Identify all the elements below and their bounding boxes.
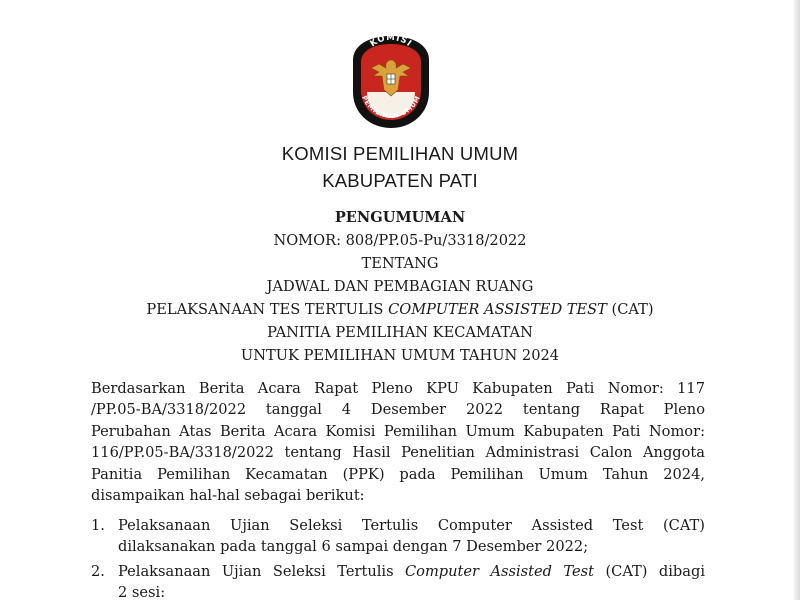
subject-line-3: PANITIA PEMILIHAN KECAMATAN	[267, 324, 533, 341]
intro-paragraph	[91, 378, 705, 506]
subject-line-4: UNTUK PEMILIHAN UMUM TAHUN 2024	[240, 347, 560, 364]
institution-name: KOMISI PEMILIHAN UMUM	[281, 143, 519, 164]
subject-line-1: JADWAL DAN PEMBAGIAN RUANG	[266, 278, 534, 295]
subject-line-2-pre: PELAKSANAAN TES TERTULIS	[146, 301, 389, 318]
kpu-logo	[349, 34, 433, 130]
announcement-number: NOMOR: 808/PP.05-Pu/3318/2022	[273, 232, 527, 249]
list-item-line-pre: Pelaksanaan Ujian Seleksi Tertulis	[118, 563, 405, 580]
paragraph-line: Berdasarkan Berita Acara Rapat Pleno KPU Kabupaten Pati Nomor: 117	[91, 380, 705, 397]
list-item-line-italic: Computer Assisted Test	[405, 563, 595, 580]
paragraph-line: disampaikan hal-hal sebagai berikut:	[91, 487, 365, 505]
list-item-line	[118, 561, 705, 582]
paragraph-line: Perubahan Atas Berita Acara Komisi Pemilihan Umum Kabupaten Pati Nomor:	[91, 422, 705, 440]
institution-region: KABUPATEN PATI	[322, 170, 478, 191]
kpu-seal-icon	[349, 34, 433, 130]
announcement-title: PENGUMUMAN	[334, 209, 466, 226]
announcement-about: TENTANG	[361, 255, 439, 272]
logo-arc-bottom-text: PEMILIHAN UMUM	[360, 94, 422, 121]
scan-edge-shadow	[794, 0, 800, 600]
logo-arc-top-text: KOMISI	[368, 34, 414, 50]
subject-line-2-post: (CAT)	[606, 301, 654, 318]
list-item-number: 1.	[91, 517, 105, 534]
subject-line-2	[0, 301, 800, 318]
list-item-number: 2.	[91, 563, 105, 580]
paragraph-line: /PP.05-BA/3318/2022 tanggal 4 Desember 2022 tentang Rapat Pleno	[91, 401, 705, 419]
subject-line-2-italic: COMPUTER ASSISTED TEST	[388, 301, 607, 318]
list-item-line: Pelaksanaan Ujian Seleksi Tertulis Computer Assisted Test (CAT)	[118, 517, 705, 534]
list-item-line: 2 sesi:	[118, 584, 166, 602]
list-item-line: dilaksanakan pada tanggal 6 sampai dengan 7 Desember 2022;	[118, 538, 589, 556]
list-item-line-post: (CAT) dibagi	[594, 563, 705, 580]
paragraph-line: Panitia Pemilihan Kecamatan (PPK) pada Pemilihan Umum Tahun 2024,	[91, 465, 705, 483]
paragraph-line: 116/PP.05-BA/3318/2022 tentang Hasil Penelitian Administrasi Calon Anggota	[91, 444, 705, 462]
